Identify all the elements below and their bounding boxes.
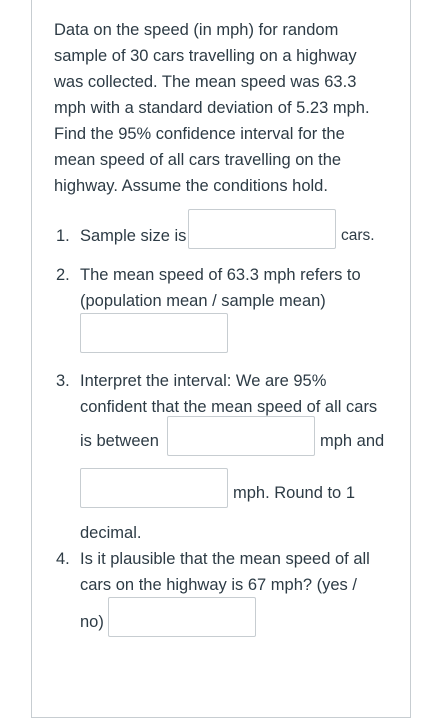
question-number: 2.: [56, 266, 70, 284]
mean-type-input[interactable]: [80, 313, 228, 353]
intro-line: mph with a standard deviation of 5.23 mph.: [54, 99, 370, 117]
intro-line: highway. Assume the conditions hold.: [54, 177, 328, 195]
upper-bound-input[interactable]: [80, 468, 228, 508]
question-text: confident that the mean speed of all cars: [80, 398, 378, 416]
question-number: 3.: [56, 372, 70, 390]
question-text: mph and: [320, 432, 385, 450]
question-text: Is it plausible that the mean speed of all: [80, 550, 370, 568]
lower-bound-input[interactable]: [167, 416, 315, 456]
intro-line: Data on the speed (in mph) for random: [54, 21, 339, 39]
sample-size-input[interactable]: [188, 209, 336, 249]
question-text: is between: [80, 432, 159, 450]
question-text: cars on the highway is 67 mph? (yes /: [80, 576, 357, 594]
plausible-answer-input[interactable]: [108, 597, 256, 637]
question-text: decimal.: [80, 524, 142, 542]
question-text: The mean speed of 63.3 mph refers to: [80, 266, 361, 284]
intro-line: mean speed of all cars travelling on the: [54, 151, 342, 169]
question-text: Interpret the interval: We are 95%: [80, 372, 327, 390]
question-text: Sample size is: [80, 227, 187, 245]
question-suffix: cars.: [341, 227, 375, 244]
intro-line: Find the 95% confidence interval for the: [54, 125, 345, 143]
question-text: mph. Round to 1: [233, 484, 355, 502]
question-text: no): [80, 613, 104, 631]
intro-line: sample of 30 cars travelling on a highway: [54, 47, 357, 65]
intro-line: was collected. The mean speed was 63.3: [54, 73, 357, 91]
question-number: 1.: [56, 227, 70, 245]
question-number: 4.: [56, 550, 70, 568]
question-text: (population mean / sample mean): [80, 292, 326, 310]
